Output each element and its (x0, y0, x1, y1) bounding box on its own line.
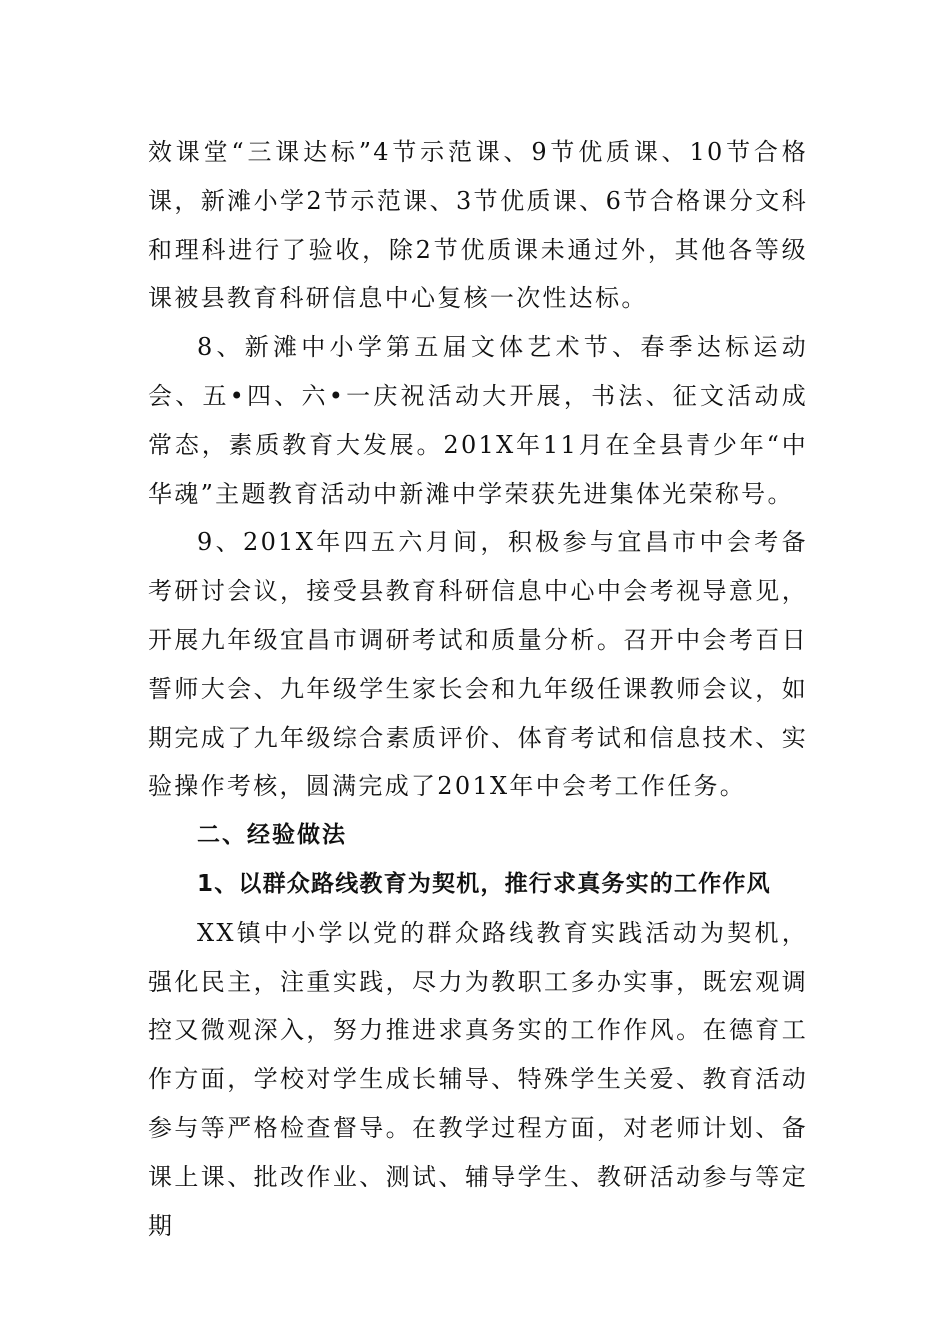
section-heading-experience: 二、经验做法 (197, 822, 347, 849)
document-body (148, 128, 808, 1250)
paragraph-item-9: 9、201X年四五六月间，积极参与宜昌市中会考备考研讨会议，接受县教育科研信息中心中会考视导意见，开展九年级宜昌市调研考试和质量分析。召开中会考百日誓师大会、九年级学生家长会和九年级任课教师会议，如期完成了九年级综合素质评价、体育考试和信息技术、实验操作考核，圆满完成了201X年中会考工作任务。 (148, 528, 808, 801)
paragraph-continued-item-7: 效课堂“三课达标”4节示范课、9节优质课、10节合格课，新滩小学2节示范课、3节优质课、6节合格课分文科和理科进行了验收，除2节优质课未通过外，其他各等级课被县教育科研信息中心复核一次性达标。 (148, 138, 808, 313)
subheading-mass-line: 1、以群众路线教育为契机，推行求真务实的工作作风 (197, 870, 771, 897)
paragraph-item-8: 8、新滩中小学第五届文体艺术节、春季达标运动会、五•四、六•一庆祝活动大开展，书法、征文活动成常态，素质教育大发展。201X年11月在全县青少年“中华魂”主题教育活动中新滩中学荣获先进集体光荣称号。 (148, 333, 808, 508)
paragraph-experience-1: XX镇中小学以党的群众路线教育实践活动为契机，强化民主，注重实践，尽力为教职工多办实事，既宏观调控又微观深入，努力推进求真务实的工作作风。在德育工作方面，学校对学生成长辅导、特殊学生关爱、教育活动参与等严格检查督导。在教学过程方面，对老师计划、备课上课、批改作业、测试、辅导学生、教研活动参与等定期 (148, 918, 808, 1240)
